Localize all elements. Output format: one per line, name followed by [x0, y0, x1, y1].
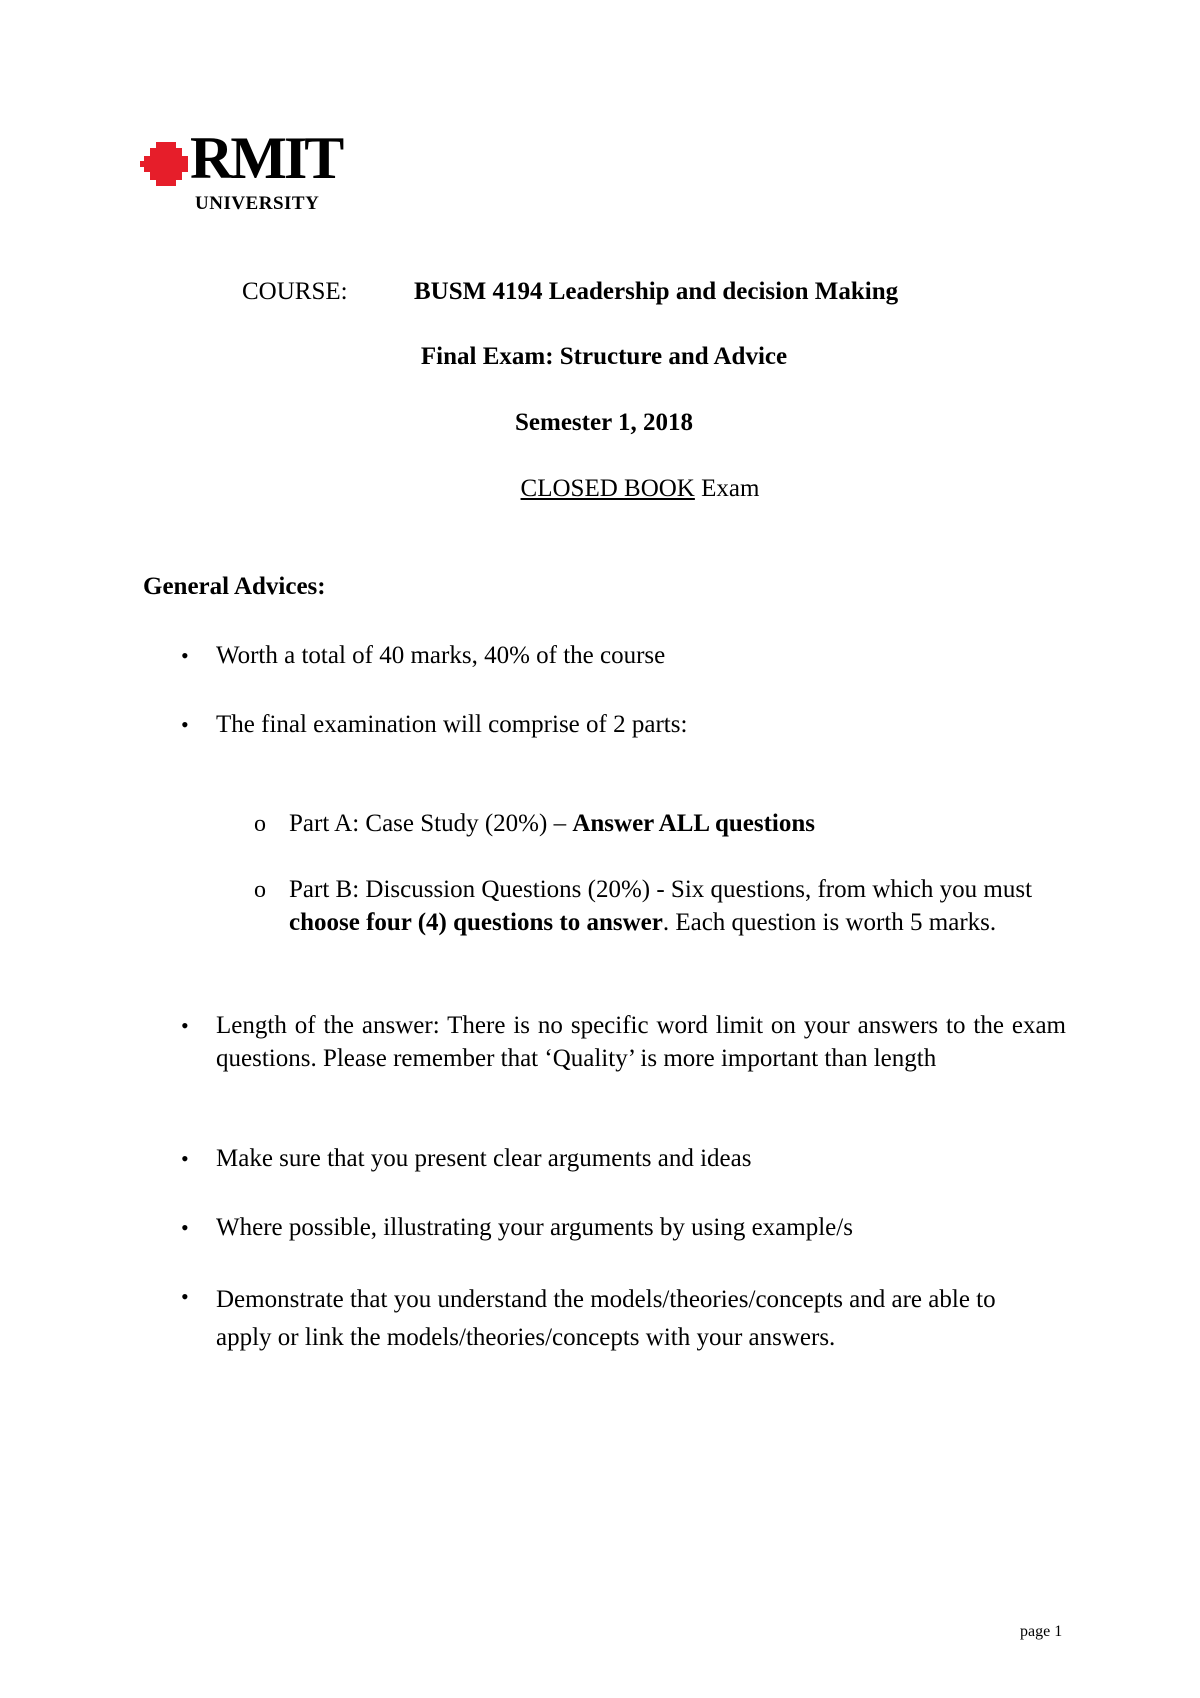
part-a — [289, 809, 815, 839]
logo-wordmark: RMIT — [190, 125, 342, 191]
bullet-icon: • — [181, 1013, 189, 1038]
part-a-emphasis: Answer ALL questions — [572, 810, 815, 837]
sub-bullet-icon: o — [254, 811, 266, 837]
part-b — [289, 873, 1049, 939]
bullet-icon: • — [181, 1284, 189, 1309]
part-b-text-after: . Each question is worth 5 marks. — [662, 909, 997, 936]
advice-heading: General Advices: — [143, 573, 326, 600]
exam-title-row — [0, 342, 1200, 372]
bullet-icon: • — [181, 1215, 189, 1240]
closed-book-label: CLOSED BOOK — [520, 475, 695, 502]
exam-title: Final Exam: Structure and Advice — [420, 343, 788, 370]
bullet-icon: • — [181, 712, 189, 737]
exam-word: Exam — [701, 475, 760, 502]
advice-item-3: Length of the answer: There is no specific word limit on your answers to the exam questions. Please remember that ‘Quality’ is more important than length — [216, 1012, 1066, 1072]
course-title: BUSM 4194 Leadership and decision Making — [414, 278, 899, 305]
sub-bullet-icon: o — [254, 877, 266, 903]
closed-book-row — [0, 474, 1200, 504]
page-number: page 1 — [1020, 1623, 1063, 1640]
part-b-text-before: Part B: Discussion Questions (20%) - Six questions, from which you must — [289, 876, 1033, 903]
semester: Semester 1, 2018 — [515, 409, 693, 436]
semester-row — [0, 408, 1200, 438]
bullet-icon: • — [181, 1146, 189, 1171]
rmit-logo — [140, 125, 342, 216]
advice-item-4: Make sure that you present clear arguments and ideas — [216, 1145, 752, 1172]
rmit-pixel-logo-icon — [140, 142, 188, 186]
advice-item-1: Worth a total of 40 marks, 40% of the course — [216, 642, 666, 669]
logo-subtitle: UNIVERSITY — [195, 193, 320, 214]
part-b-emphasis: choose four (4) questions to answer — [289, 909, 663, 936]
course-label: COURSE: — [242, 278, 348, 305]
advice-item-5: Where possible, illustrating your arguments by using example/s — [216, 1214, 853, 1241]
part-a-text: Part A: Case Study (20%) – — [289, 810, 573, 837]
advice-item-6: Demonstrate that you understand the models/theories/concepts and are able to apply or link the models/theories/concepts with your answers. — [216, 1286, 996, 1351]
advice-item-2: The final examination will comprise of 2 parts: — [216, 711, 688, 738]
bullet-icon: • — [181, 643, 189, 668]
